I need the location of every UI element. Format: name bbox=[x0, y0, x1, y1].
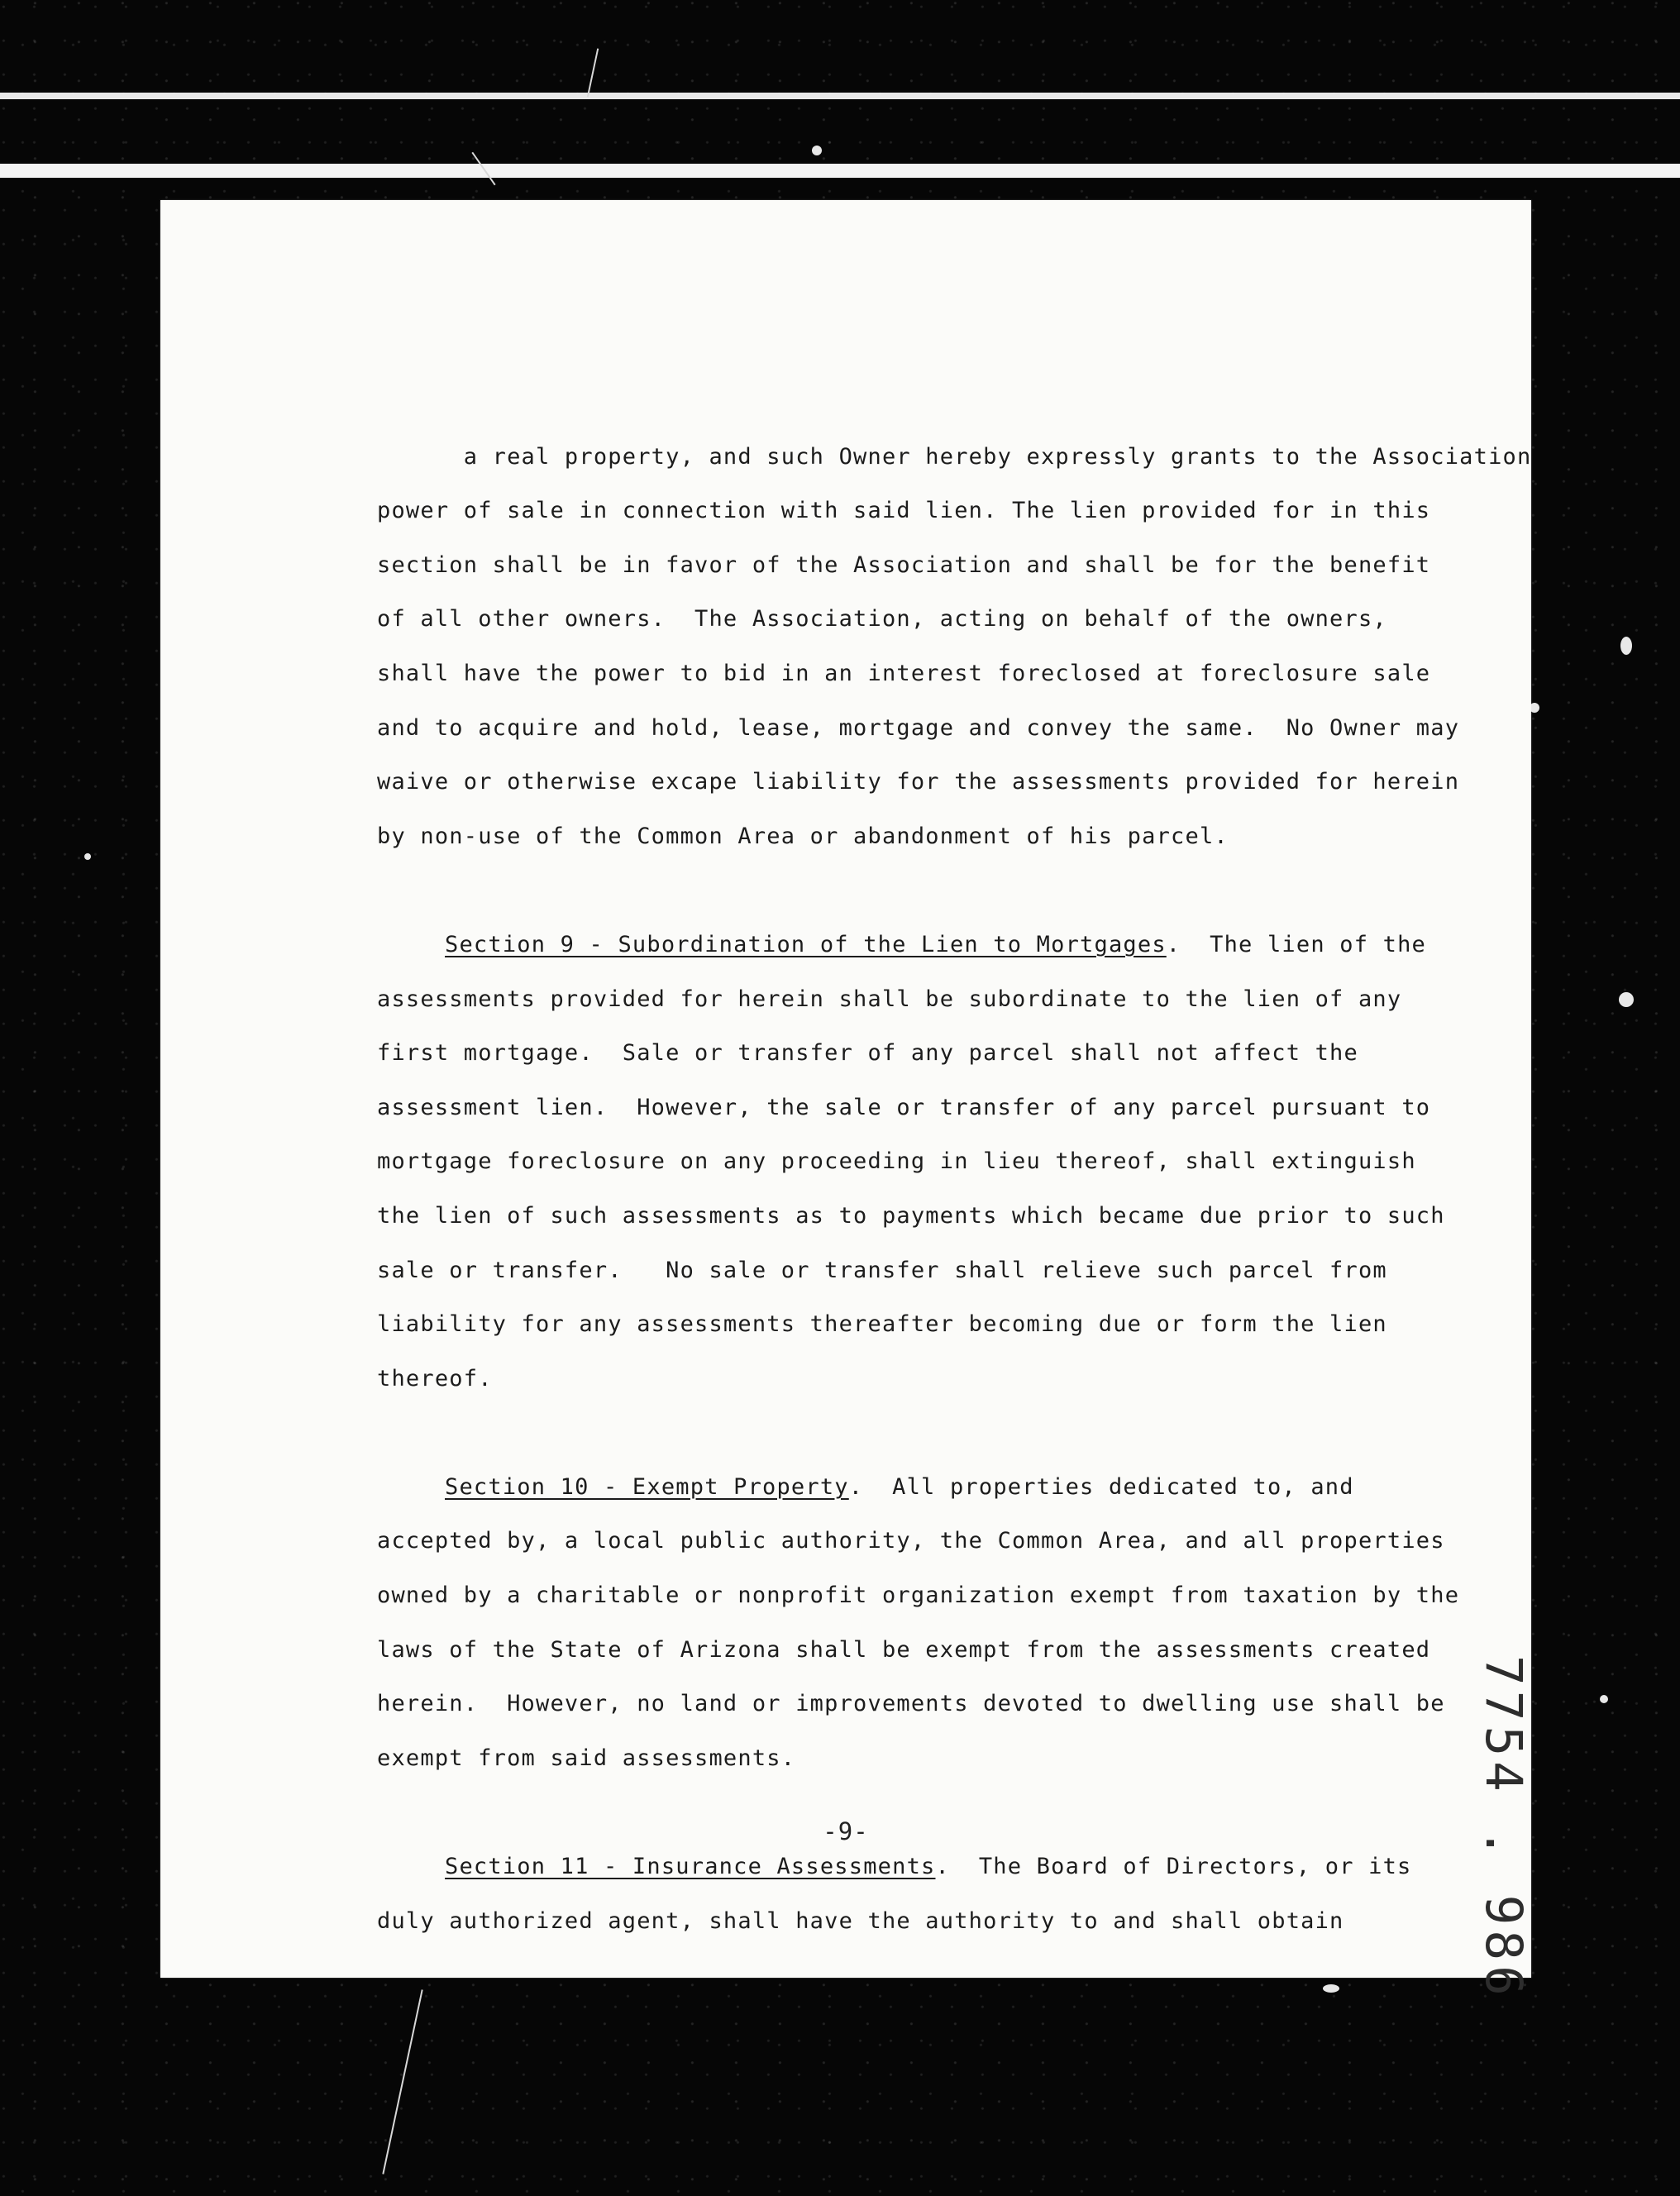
paragraph-line: section shall be in favor of the Association and shall be for the benefit bbox=[377, 551, 1431, 578]
dust-speck bbox=[1619, 992, 1634, 1007]
top-scan-line bbox=[0, 93, 1680, 99]
recording-separator: . bbox=[1474, 1827, 1534, 1864]
section-9-paragraph bbox=[377, 918, 1559, 1460]
document-body bbox=[377, 375, 1559, 2003]
paragraph-line: owned by a charitable or nonprofit organization exempt from taxation by the bbox=[377, 1583, 1460, 1609]
paragraph-line: assessment lien. However, the sale or transfer of any parcel pursuant to bbox=[377, 1094, 1431, 1120]
paragraph-line: a real property, and such Owner hereby expressly grants to the Association bbox=[463, 443, 1532, 470]
paragraph-line: of all other owners. The Association, acting on behalf of the owners, bbox=[377, 606, 1387, 633]
section-9-lead-text: . The lien of the bbox=[1166, 931, 1426, 957]
paragraph-line: and to acquire and hold, lease, mortgage and convey the same. No Owner may bbox=[377, 714, 1460, 741]
paragraph-line: by non-use of the Common Area or abandonment of his parcel. bbox=[377, 823, 1229, 849]
section-9-heading: Section 9 - Subordination of the Lien to Mortgages bbox=[445, 931, 1167, 957]
paragraph-line: mortgage foreclosure on any proceeding in lieu thereof, shall extinguish bbox=[377, 1148, 1416, 1175]
dust-speck bbox=[812, 146, 822, 155]
paragraph-line: exempt from said assessments. bbox=[377, 1745, 796, 1771]
paragraph-line: first mortgage. Sale or transfer of any parcel shall not affect the bbox=[377, 1040, 1358, 1067]
paragraph-line: sale or transfer. No sale or transfer shall relieve such parcel from bbox=[377, 1257, 1387, 1283]
paragraph-line: waive or otherwise excape liability for the assessments provided for herein bbox=[377, 769, 1460, 795]
recording-book-number: 7754 bbox=[1474, 1655, 1534, 1797]
paragraph-line: liability for any assessments thereafter becoming due or form the lien bbox=[377, 1311, 1387, 1338]
section-11-heading: Section 11 - Insurance Assessments bbox=[445, 1854, 936, 1880]
paragraph-continuation bbox=[377, 375, 1559, 918]
dust-speck bbox=[84, 853, 91, 860]
paragraph-line: laws of the State of Arizona shall be exempt from the assessments created bbox=[377, 1636, 1431, 1663]
dust-speck bbox=[1620, 637, 1632, 655]
paragraph-line: assessments provided for herein shall be subordinate to the lien of any bbox=[377, 986, 1402, 1012]
recording-stamp bbox=[1474, 1655, 1534, 2001]
paragraph-line: herein. However, no land or improvements devoted to dwelling use shall be bbox=[377, 1691, 1445, 1717]
section-11-lead-text: . The Board of Directors, or its bbox=[935, 1854, 1412, 1880]
page-number: -9- bbox=[823, 1817, 869, 1845]
section-10-lead-text: . All properties dedicated to, and bbox=[848, 1473, 1354, 1500]
paragraph-line: the lien of such assessments as to payments which became due prior to such bbox=[377, 1202, 1445, 1229]
section-10-heading: Section 10 - Exempt Property bbox=[445, 1473, 849, 1500]
top-scan-bar bbox=[0, 164, 1680, 178]
recording-page-number: 986 bbox=[1474, 1894, 1534, 2001]
dust-speck bbox=[1600, 1695, 1608, 1703]
paragraph-line: thereof. bbox=[377, 1365, 493, 1392]
section-11-paragraph bbox=[377, 1840, 1559, 2003]
paragraph-line: power of sale in connection with said lien. The lien provided for in this bbox=[377, 498, 1431, 524]
paragraph-line: duly authorized agent, shall have the authority to and shall obtain bbox=[377, 1907, 1344, 1934]
paragraph-line: shall have the power to bid in an interest foreclosed at foreclosure sale bbox=[377, 660, 1431, 686]
document-page bbox=[160, 200, 1534, 2001]
paragraph-line: accepted by, a local public authority, the Common Area, and all properties bbox=[377, 1528, 1445, 1554]
section-10-paragraph bbox=[377, 1460, 1559, 1840]
